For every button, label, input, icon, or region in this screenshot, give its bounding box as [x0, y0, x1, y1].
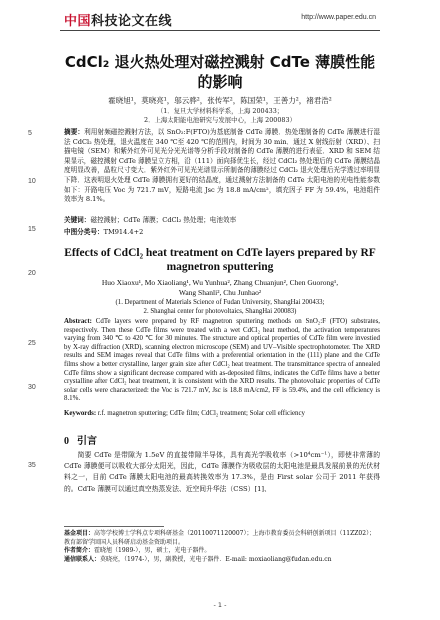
- english-authors: [60, 278, 380, 298]
- abstract-text: 利用射频磁控溅射方法，以 SnO₂:F(FTO)为基底制备 CdTe 薄膜．热处理制备的 CdTe 薄膜进行湿法 CdCl₂ 热处理，退火温度在 340 ℃至 420 ℃的范围内，时间为 30 min．通过 X 射线衍射（XRD）、扫描电镜（SEM）和紫外红外可见光分光光谱等分析手段对制备的 CdTe 薄膜的进行表征．XRD 和 SEM 结果显示，磁控溅射 CdTe 薄膜呈立方相，沿（111）面向择优生长，经过 CdCl₂ 热处理后的 CdTe 薄膜结晶度明显改善，晶粒尺寸变大．紫外红外可见光光谱显示所制备的薄膜经过 CdCl₂ 退火处理后光学透过率明显下降．这表明退火处理 CdTe 薄膜拥有更好的结晶度，通过溅射方法制备的 CdTe 太阳电池的光电性能参数如下：开路电压 Voc 为 721.7 mV，短路电流 Jsc 为 18.8 mA/cm²，填充因子 FF 为 59.4%，电池组件效率为 8.1%。: [64, 128, 380, 204]
- abstract-label: Abstract:: [64, 318, 92, 325]
- section-heading: [64, 432, 380, 447]
- page-header: [0, 0, 440, 40]
- journal-url[interactable]: http://www.paper.edu.cn: [301, 14, 376, 21]
- footnote-text: 莫晓亮，（1974-），男，副教授，光电子器件．E-mail: moxiaoliang@fudan.edu.cn: [100, 555, 332, 563]
- clc-label: 中图分类号：: [64, 228, 104, 236]
- english-affiliations: [60, 298, 380, 316]
- footnote-rule: [64, 526, 164, 527]
- abstract-label: 摘要：: [64, 128, 85, 136]
- keywords-label: Keywords:: [64, 410, 97, 417]
- classification-code: [64, 228, 380, 238]
- line-number: 10: [28, 178, 36, 185]
- chinese-abstract: [64, 128, 380, 205]
- author-line: Wang Shanli², Chu Junhao²: [178, 288, 262, 297]
- footnote-author: [64, 547, 380, 556]
- logo-red-text: 中国: [64, 14, 92, 29]
- line-number: 25: [28, 340, 36, 347]
- header-rule: [60, 30, 380, 31]
- english-abstract: [64, 318, 380, 404]
- abstract-text: CdTe layers were prepared by RF magnetron sputtering methods on SnO₂:F (FTO) substrates, respectively. Then these CdTe films were treated with a wet CdCl₂ heat method, the activation temperatures varying from 340 ℃ to 420 ℃ for 30 minutes. The structure and optical properties of CdTe film were investied by X-ray diffraction (XRD), scanning electron microscope (SEM) and UV–Visible spectrophotometer. The XRD results and SEM images reveal that CdTe films with a preferential orientation in the (111) plane and the CdTe films show a better crystalline, larger grain size after CdCl₂ heat treatment. The transmittance spectra of annealed CdTe films show a significant decrease compared with as-deposited films, indicates the CdTe films have a better crystalline after CdCl₂ heat treatment, it is consistent with the XRD results. The photovoltaic properties of CdTe solar cells were characterized: the Voc is 721.7 mV, Jsc is 18.8 mA/cm2, FF is 59.4%, and the cell efficiency is 8.1%.: [64, 318, 380, 403]
- english-title: Effects of CdCl₂ heat treatment on CdTe layers prepared by RF magnetron sputtering: [64, 247, 376, 273]
- line-number: 15: [28, 226, 36, 233]
- line-number: 5: [28, 130, 32, 137]
- footnote-contact: [64, 556, 380, 565]
- footnotes: [64, 530, 380, 564]
- english-keywords: [64, 410, 380, 419]
- chinese-keywords: [64, 216, 380, 226]
- footnote-label: 作者简介：: [64, 547, 95, 555]
- affiliation-line: (1. Department of Materials Science of Fudan University, ShangHai 200433;: [115, 299, 325, 306]
- footnote-text: 霍晓旭（1989-），男，硕士，光电子器件。: [94, 547, 211, 555]
- author-line: Huo Xiaoxu¹, Mo Xiaoliang¹, Wu Yunhua², Zhang Chuanjun², Chen Guorong¹,: [101, 278, 339, 287]
- logo-black-text: 科技论文在线: [91, 14, 173, 29]
- keywords-text: r.f. magnetron sputtering; CdTe film; CdCl₂ treatment; Solar cell efficiency: [96, 410, 305, 417]
- clc-value: TM914.4+2: [103, 228, 144, 236]
- footnote-label: 基金项目：: [64, 530, 95, 537]
- journal-logo: [64, 10, 172, 29]
- section-title: 引言: [77, 436, 97, 447]
- keywords-text: 磁控溅射；CdTe 薄膜；CdCl₂ 热处理；电池效率: [90, 216, 237, 224]
- footnote-label: 通信联系人：: [64, 555, 101, 563]
- chinese-title: CdCl₂ 退火热处理对磁控溅射 CdTe 薄膜性能的影响: [64, 53, 376, 91]
- page-number: - 1 -: [213, 601, 227, 609]
- affiliation-line: 2. Shanghai center for photovoltaics, ShangHai 200083): [143, 308, 297, 315]
- affiliation-line: 2．上海太阳能电池研究与发展中心，上海 200083）: [144, 116, 296, 124]
- chinese-authors: 霍晓旭¹，莫晓亮¹，邬云骅²，张传军²，陈国荣¹，王善力²，褚君浩²: [108, 96, 332, 105]
- chinese-affiliations: [60, 107, 380, 125]
- keywords-label: 关键词：: [64, 216, 91, 224]
- line-number: 35: [28, 462, 36, 469]
- section-number: 0: [64, 436, 69, 447]
- footnote-funding: [64, 530, 380, 547]
- introduction-paragraph: 简要 CdTe 是带隙为 1.5eV 的直接带隙半导体，具有高光学吸收率（>10⁴cm⁻¹），即使非常薄的 CdTe 薄膜便可以吸收大部分太阳光，因此，CdTe 薄膜作为吸收层的太阳电池是最具发展前景的光伏材料之一，目前 CdTe 薄膜太阳电池的最高转换效率为 17.3%，是由 First solar 公司于 2011 年获得的。CdTe 薄膜可以通过真空热蒸发法、近空间升华法（CSS）[1]、: [64, 451, 380, 493]
- footnote-text: 高等学校博士学科点专项科研基金（20110071120007）；上海市教育委员会科研创新项目（11ZZ02）；教育部留学回国人员科研启动基金资助项目。: [64, 530, 376, 546]
- affiliation-line: （1．复旦大学材料科学系，上海 200433；: [156, 107, 284, 115]
- line-number: 20: [28, 270, 36, 277]
- line-number: 30: [28, 384, 36, 391]
